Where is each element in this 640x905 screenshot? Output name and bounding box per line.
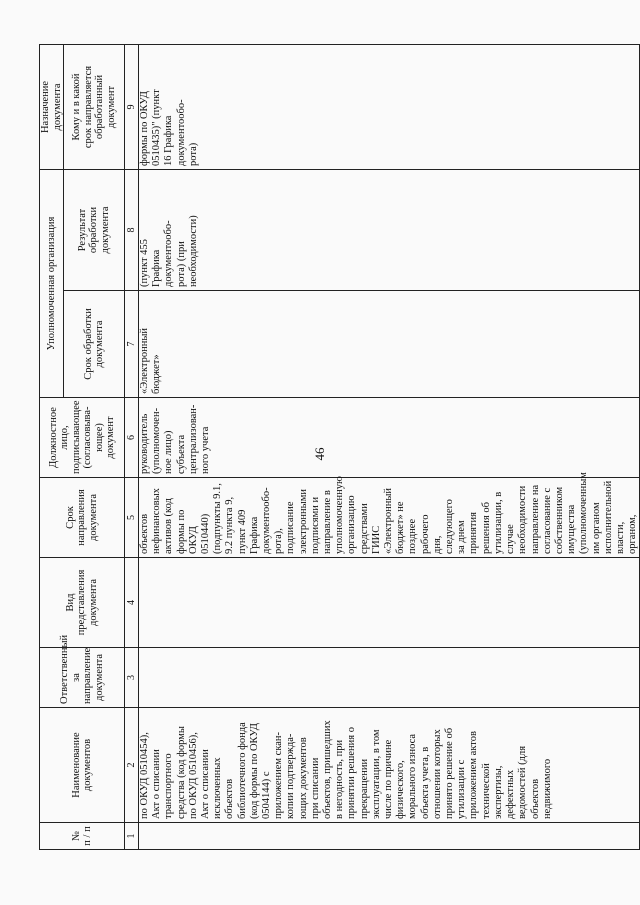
header-number: № п / п — [40, 823, 125, 850]
header-authorized-org: Уполномоченная организация — [40, 170, 64, 398]
column-number: 4 — [125, 558, 139, 648]
table-row — [139, 45, 640, 850]
header-send-deadline: Срок направления документа — [40, 478, 125, 558]
cell-view — [139, 558, 640, 648]
column-number: 8 — [125, 170, 139, 291]
column-number: 9 — [125, 45, 139, 170]
column-number: 7 — [125, 291, 139, 398]
column-number: 1 — [125, 823, 139, 850]
cell-responsible — [139, 648, 640, 708]
cell-processing-result: (пункт 455 Графика документообо- рота) (при необходимости) — [139, 170, 640, 291]
cell-official: руководитель (уполномочен- ное лицо) субъекта централизован- ного учета — [139, 398, 640, 478]
header-view: Вид представления документа — [40, 558, 125, 648]
header-recipient: Кому и в какой срок направляется обработанный документ — [64, 45, 125, 170]
column-number-row — [125, 45, 139, 850]
header-purpose: Назначение документа — [40, 45, 64, 170]
header-processing-result: Результат обработки документа — [64, 170, 125, 291]
header-official: Должностное лицо, подписывающее (согласовыва- ющее) документ — [40, 398, 125, 478]
column-number: 2 — [125, 708, 139, 823]
header-row-1 — [40, 45, 64, 850]
cell-processing-deadline: «Электронный бюджет» — [139, 291, 640, 398]
cell-send-deadline: объектов нефинансовых активов (код формы по ОКУД 0510440) (подпункты 9.1, 9.2 пункта 9, пункт 409 Графика документообо- рота), подписание электронными подписями и направление в уполномоченную организацию средствами ГИИС «Электронный бюджет» не позднее рабочего дня, следующего за днем принятия решения об утилизации, в случае необходимости направление на согласование с собственником имущества (уполномоченным им органом исполнительной власти, органом, — [139, 478, 640, 558]
column-number: 5 — [125, 478, 139, 558]
page-number: 46 — [312, 447, 327, 461]
column-number: 6 — [125, 398, 139, 478]
rotated-table-wrapper — [39, 45, 639, 850]
cell-number — [139, 823, 640, 850]
header-document-name: Наименование документов — [40, 708, 125, 823]
cell-document-name: по ОКУД 0510454), Акт о списании транспортного средства (код формы по ОКУД 0510456), Акт о списании исключенных объектов библиотечного фонда (код формы по ОКУД 0504144) с приложением скан- копии подтвержда- ющих документов при списании объектов, пришедших в негодность, при принятии решения о прекращении эксплуатации, в том числе по причине физического, морального износа объекта учета, в отношении которых принято решение об утилизации с приложением актов технической экспертизы, дефектных ведомостей (для объектов недвижимого — [139, 708, 640, 823]
column-number: 3 — [125, 648, 139, 708]
header-responsible: Ответственный за направление документа — [40, 648, 125, 708]
cell-recipient: формы по ОКУД 0510435)" (пункт 16 Графика документообо- рота) — [139, 45, 640, 170]
header-processing-deadline: Срок обработки документа — [64, 291, 125, 398]
document-table — [39, 44, 640, 850]
